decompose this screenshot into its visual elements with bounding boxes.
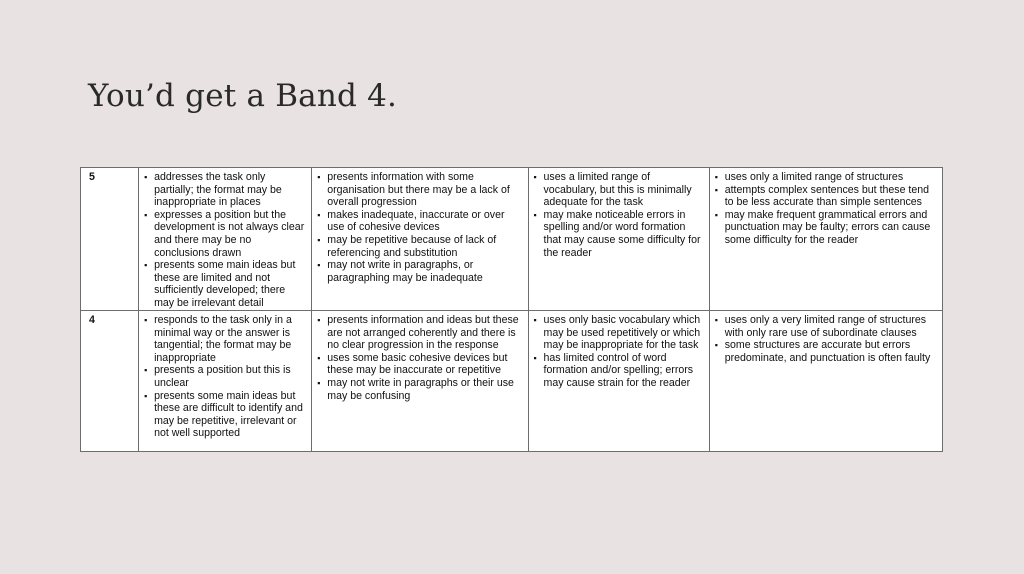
- criteria-list: [714, 171, 938, 247]
- table-row-band-4: [81, 311, 943, 452]
- list-item: ▪ may make frequent grammatical errors and punctuation may be faulty; errors can cause some difficulty for the reader: [714, 209, 938, 247]
- task-response-cell: [139, 311, 312, 452]
- grammar-cell: [709, 168, 942, 311]
- list-item: ▪ makes inadequate, inaccurate or over use of cohesive devices: [316, 209, 523, 234]
- criteria-list: [533, 171, 705, 259]
- list-item: ▪ uses only a limited range of structures: [714, 171, 938, 184]
- lexical-resource-cell: [528, 311, 709, 452]
- list-item: ▪ may not write in paragraphs or their use may be confusing: [316, 377, 523, 402]
- band-number: 5: [81, 168, 139, 311]
- list-item: ▪ responds to the task only in a minimal way or the answer is tangential; the format may be inappropriate: [143, 314, 307, 364]
- list-item: ▪ addresses the task only partially; the format may be inappropriate in places: [143, 171, 307, 209]
- table-row-band-5: [81, 168, 943, 311]
- list-item: ▪ presents information with some organisation but there may be a lack of overall progression: [316, 171, 523, 209]
- list-item: ▪ presents some main ideas but these are limited and not sufficiently developed; there may be irrelevant detail: [143, 259, 307, 309]
- list-item: ▪ presents a position but this is unclear: [143, 364, 307, 389]
- task-response-cell: [139, 168, 312, 311]
- list-item: ▪ uses only basic vocabulary which may be used repetitively or which may be inappropriate for the task: [533, 314, 705, 352]
- criteria-list: [143, 171, 307, 310]
- slide-title: You’d get a Band 4.: [88, 78, 398, 114]
- list-item: ▪ uses some basic cohesive devices but these may be inaccurate or repetitive: [316, 352, 523, 377]
- list-item: ▪ has limited control of word formation and/or spelling; errors may cause strain for the reader: [533, 352, 705, 390]
- list-item: ▪ expresses a position but the development is not always clear and there may be no conclusions drawn: [143, 209, 307, 259]
- list-item: ▪ uses a limited range of vocabulary, but this is minimally adequate for the task: [533, 171, 705, 209]
- list-item: ▪ may be repetitive because of lack of referencing and substitution: [316, 234, 523, 259]
- coherence-cohesion-cell: [312, 168, 528, 311]
- grammar-cell: [709, 311, 942, 452]
- band-descriptors-table: [80, 167, 943, 452]
- list-item: ▪ some structures are accurate but errors predominate, and punctuation is often faulty: [714, 339, 938, 364]
- criteria-list: [143, 314, 307, 440]
- band-number: 4: [81, 311, 139, 452]
- list-item: ▪ presents some main ideas but these are difficult to identify and may be repetitive, irrelevant or not well supported: [143, 390, 307, 440]
- lexical-resource-cell: [528, 168, 709, 311]
- criteria-list: [714, 314, 938, 364]
- list-item: ▪ attempts complex sentences but these tend to be less accurate than simple sentences: [714, 184, 938, 209]
- criteria-list: [533, 314, 705, 390]
- list-item: ▪ presents information and ideas but these are not arranged coherently and there is no clear progression in the response: [316, 314, 523, 352]
- criteria-list: [316, 171, 523, 284]
- list-item: ▪ may make noticeable errors in spelling and/or word formation that may cause some difficulty for the reader: [533, 209, 705, 259]
- criteria-list: [316, 314, 523, 402]
- coherence-cohesion-cell: [312, 311, 528, 452]
- list-item: ▪ uses only a very limited range of structures with only rare use of subordinate clauses: [714, 314, 938, 339]
- list-item: ▪ may not write in paragraphs, or paragraphing may be inadequate: [316, 259, 523, 284]
